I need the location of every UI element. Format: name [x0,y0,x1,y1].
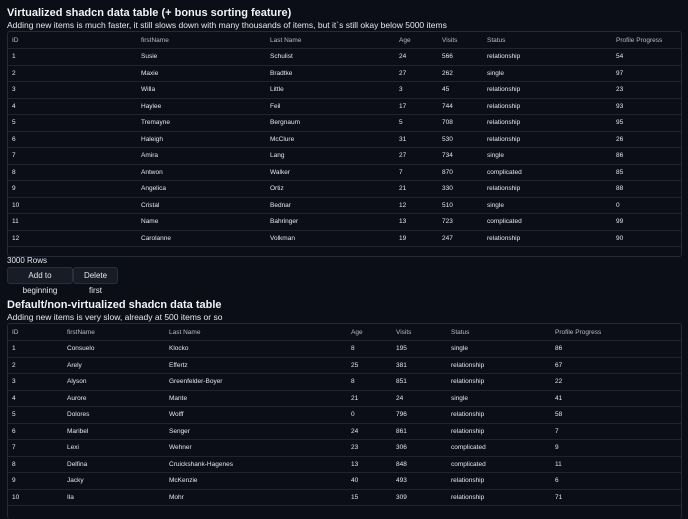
cell-progress: 67 [551,357,681,374]
cell-firstname: Dolores [63,407,165,424]
cell-age: 40 [347,473,392,490]
default-subtitle: Adding new items is very slow, already at 500 items or so [7,312,223,322]
cell-lastname: Bradtke [266,65,395,82]
cell-lastname: Effertz [165,357,347,374]
col-header-firstname[interactable]: firstName [137,32,266,49]
table-row[interactable] [8,181,681,198]
virtualized-table-body [8,49,681,247]
cell-firstname: Alyson [63,374,165,391]
table-row[interactable] [8,440,681,457]
virtualized-table-container[interactable] [7,31,682,257]
cell-lastname: Wolff [165,407,347,424]
cell-id: 4 [8,98,137,115]
cell-visits: 734 [438,148,483,165]
cell-age: 13 [395,214,438,231]
table-row[interactable] [8,49,681,66]
cell-firstname: Tremayne [137,115,266,132]
virtualized-subtitle: Adding new items is much faster, it still slows down with many thousands of items, but it`s still okay below 5000 items [7,20,447,30]
cell-lastname: Bednar [266,197,395,214]
cell-visits: 306 [392,440,447,457]
cell-lastname: Volkman [266,230,395,247]
cell-visits: 493 [392,473,447,490]
cell-firstname: Haleigh [137,131,266,148]
cell-id: 6 [8,131,137,148]
cell-progress: 7 [551,423,681,440]
cell-visits: 330 [438,181,483,198]
cell-visits: 45 [438,82,483,99]
cell-lastname: Mohr [165,489,347,506]
cell-age: 27 [395,148,438,165]
cell-id: 3 [8,82,137,99]
cell-id: 6 [8,423,63,440]
cell-visits: 262 [438,65,483,82]
cell-firstname: Lexi [63,440,165,457]
cell-id: 10 [8,489,63,506]
virtualized-title: Virtualized shadcn data table (+ bonus sorting feature) [7,7,292,19]
cell-lastname: Schulist [266,49,395,66]
cell-status: relationship [483,82,612,99]
col-header-age[interactable]: Age [347,324,392,341]
cell-progress: 58 [551,407,681,424]
col-header-id[interactable]: ID [8,32,137,49]
cell-firstname: Jacky [63,473,165,490]
cell-visits: 309 [392,489,447,506]
cell-progress: 23 [612,82,681,99]
cell-firstname: Arely [63,357,165,374]
cell-visits: 566 [438,49,483,66]
cell-progress: 86 [551,341,681,358]
cell-id: 9 [8,473,63,490]
cell-progress: 88 [612,181,681,198]
cell-visits: 247 [438,230,483,247]
cell-lastname: Little [266,82,395,99]
cell-lastname: Greenfelder-Boyer [165,374,347,391]
delete-first-button[interactable]: Delete first [73,267,118,284]
table-row[interactable] [8,390,681,407]
cell-progress: 99 [612,214,681,231]
cell-age: 24 [395,49,438,66]
cell-status: relationship [483,115,612,132]
cell-progress: 71 [551,489,681,506]
cell-id: 11 [8,214,137,231]
cell-progress: 11 [551,456,681,473]
cell-firstname: Carolanne [137,230,266,247]
cell-id: 2 [8,357,63,374]
cell-progress: 85 [612,164,681,181]
default-table-container[interactable] [7,323,682,519]
cell-id: 2 [8,65,137,82]
cell-status: relationship [483,230,612,247]
cell-status: complicated [483,164,612,181]
table-row[interactable] [8,473,681,490]
cell-firstname: Delfina [63,456,165,473]
cell-age: 21 [395,181,438,198]
table-row[interactable] [8,374,681,391]
table-row[interactable] [8,148,681,165]
cell-id: 8 [8,164,137,181]
cell-status: single [483,197,612,214]
cell-visits: 195 [392,341,447,358]
table-row[interactable] [8,131,681,148]
cell-visits: 708 [438,115,483,132]
cell-visits: 848 [392,456,447,473]
cell-status: relationship [447,357,551,374]
default-header-row [8,324,681,341]
cell-status: relationship [447,423,551,440]
cell-progress: 93 [612,98,681,115]
cell-lastname: Klocko [165,341,347,358]
cell-status: complicated [447,440,551,457]
virtualized-section [7,7,681,31]
virtualized-header-row [8,32,681,49]
cell-visits: 510 [438,197,483,214]
col-header-lastname[interactable]: Last Name [266,32,395,49]
cell-age: 23 [347,440,392,457]
cell-progress: 26 [612,131,681,148]
cell-progress: 95 [612,115,681,132]
cell-firstname: Angelica [137,181,266,198]
cell-status: relationship [483,181,612,198]
cell-lastname: Cruickshank-Hagenes [165,456,347,473]
cell-progress: 0 [612,197,681,214]
cell-firstname: Maxie [137,65,266,82]
table-row[interactable] [8,489,681,506]
cell-visits: 24 [392,390,447,407]
cell-age: 21 [347,390,392,407]
cell-status: complicated [483,214,612,231]
cell-age: 24 [347,423,392,440]
cell-firstname: Antwon [137,164,266,181]
col-header-firstname[interactable]: firstName [63,324,165,341]
cell-id: 12 [8,230,137,247]
cell-firstname: Maribel [63,423,165,440]
cell-age: 31 [395,131,438,148]
table-row[interactable] [8,164,681,181]
cell-progress: 86 [612,148,681,165]
cell-firstname: Haylee [137,98,266,115]
cell-age: 5 [395,115,438,132]
cell-visits: 861 [392,423,447,440]
default-section [7,299,681,323]
table-row[interactable] [8,197,681,214]
cell-age: 12 [395,197,438,214]
cell-status: relationship [447,407,551,424]
cell-lastname: Ortiz [266,181,395,198]
cell-status: relationship [483,98,612,115]
cell-id: 8 [8,456,63,473]
cell-status: relationship [447,374,551,391]
table-row[interactable] [8,407,681,424]
cell-status: complicated [447,456,551,473]
cell-lastname: Walker [266,164,395,181]
cell-firstname: Susie [137,49,266,66]
cell-status: single [483,148,612,165]
cell-lastname: McClure [266,131,395,148]
table-row[interactable] [8,423,681,440]
cell-visits: 851 [392,374,447,391]
col-header-visits[interactable]: Visits [438,32,483,49]
cell-id: 3 [8,374,63,391]
cell-firstname: Aurore [63,390,165,407]
table-row[interactable] [8,115,681,132]
cell-visits: 381 [392,357,447,374]
cell-age: 27 [395,65,438,82]
cell-progress: 54 [612,49,681,66]
cell-age: 8 [347,341,392,358]
col-header-progress[interactable]: Profile Progress [612,32,681,49]
table-row[interactable] [8,214,681,231]
cell-visits: 796 [392,407,447,424]
cell-age: 13 [347,456,392,473]
cell-progress: 41 [551,390,681,407]
col-header-age[interactable]: Age [395,32,438,49]
virtualized-table [8,32,681,247]
cell-age: 17 [395,98,438,115]
cell-id: 1 [8,49,137,66]
table-row[interactable] [8,456,681,473]
cell-visits: 723 [438,214,483,231]
cell-status: relationship [483,49,612,66]
cell-age: 7 [395,164,438,181]
cell-visits: 870 [438,164,483,181]
cell-lastname: Wehner [165,440,347,457]
table-row[interactable] [8,341,681,358]
add-to-beginning-button[interactable]: Add to beginning [7,267,73,284]
cell-status: relationship [447,473,551,490]
cell-visits: 530 [438,131,483,148]
col-header-id[interactable]: ID [8,324,63,341]
cell-lastname: Senger [165,423,347,440]
cell-progress: 90 [612,230,681,247]
cell-lastname: McKenzie [165,473,347,490]
cell-firstname: Ila [63,489,165,506]
cell-age: 19 [395,230,438,247]
table-row[interactable] [8,98,681,115]
cell-status: relationship [483,131,612,148]
cell-age: 0 [347,407,392,424]
cell-status: single [483,65,612,82]
table-row[interactable] [8,65,681,82]
cell-firstname: Amira [137,148,266,165]
cell-lastname: Feil [266,98,395,115]
cell-age: 25 [347,357,392,374]
cell-id: 9 [8,181,137,198]
cell-id: 7 [8,148,137,165]
cell-firstname: Name [137,214,266,231]
table-row[interactable] [8,82,681,99]
cell-status: relationship [447,489,551,506]
default-table [8,324,681,506]
col-header-visits[interactable]: Visits [392,324,447,341]
cell-id: 4 [8,390,63,407]
table-row[interactable] [8,357,681,374]
default-title: Default/non-virtualized shadcn data table [7,299,222,311]
cell-id: 10 [8,197,137,214]
table-row[interactable] [8,230,681,247]
cell-lastname: Bahringer [266,214,395,231]
cell-firstname: Cristal [137,197,266,214]
cell-progress: 22 [551,374,681,391]
default-table-body [8,341,681,506]
cell-age: 15 [347,489,392,506]
cell-age: 3 [395,82,438,99]
cell-status: single [447,390,551,407]
col-header-lastname[interactable]: Last Name [165,324,347,341]
cell-lastname: Mante [165,390,347,407]
cell-progress: 6 [551,473,681,490]
cell-age: 8 [347,374,392,391]
cell-id: 5 [8,407,63,424]
cell-id: 1 [8,341,63,358]
rows-count: 3000 Rows [7,256,48,265]
cell-status: single [447,341,551,358]
cell-id: 5 [8,115,137,132]
cell-visits: 744 [438,98,483,115]
cell-lastname: Bergnaum [266,115,395,132]
cell-firstname: Willa [137,82,266,99]
cell-lastname: Lang [266,148,395,165]
cell-id: 7 [8,440,63,457]
cell-progress: 97 [612,65,681,82]
col-header-status[interactable]: Status [447,324,551,341]
col-header-status[interactable]: Status [483,32,612,49]
cell-progress: 9 [551,440,681,457]
cell-firstname: Consuelo [63,341,165,358]
col-header-progress[interactable]: Profile Progress [551,324,681,341]
